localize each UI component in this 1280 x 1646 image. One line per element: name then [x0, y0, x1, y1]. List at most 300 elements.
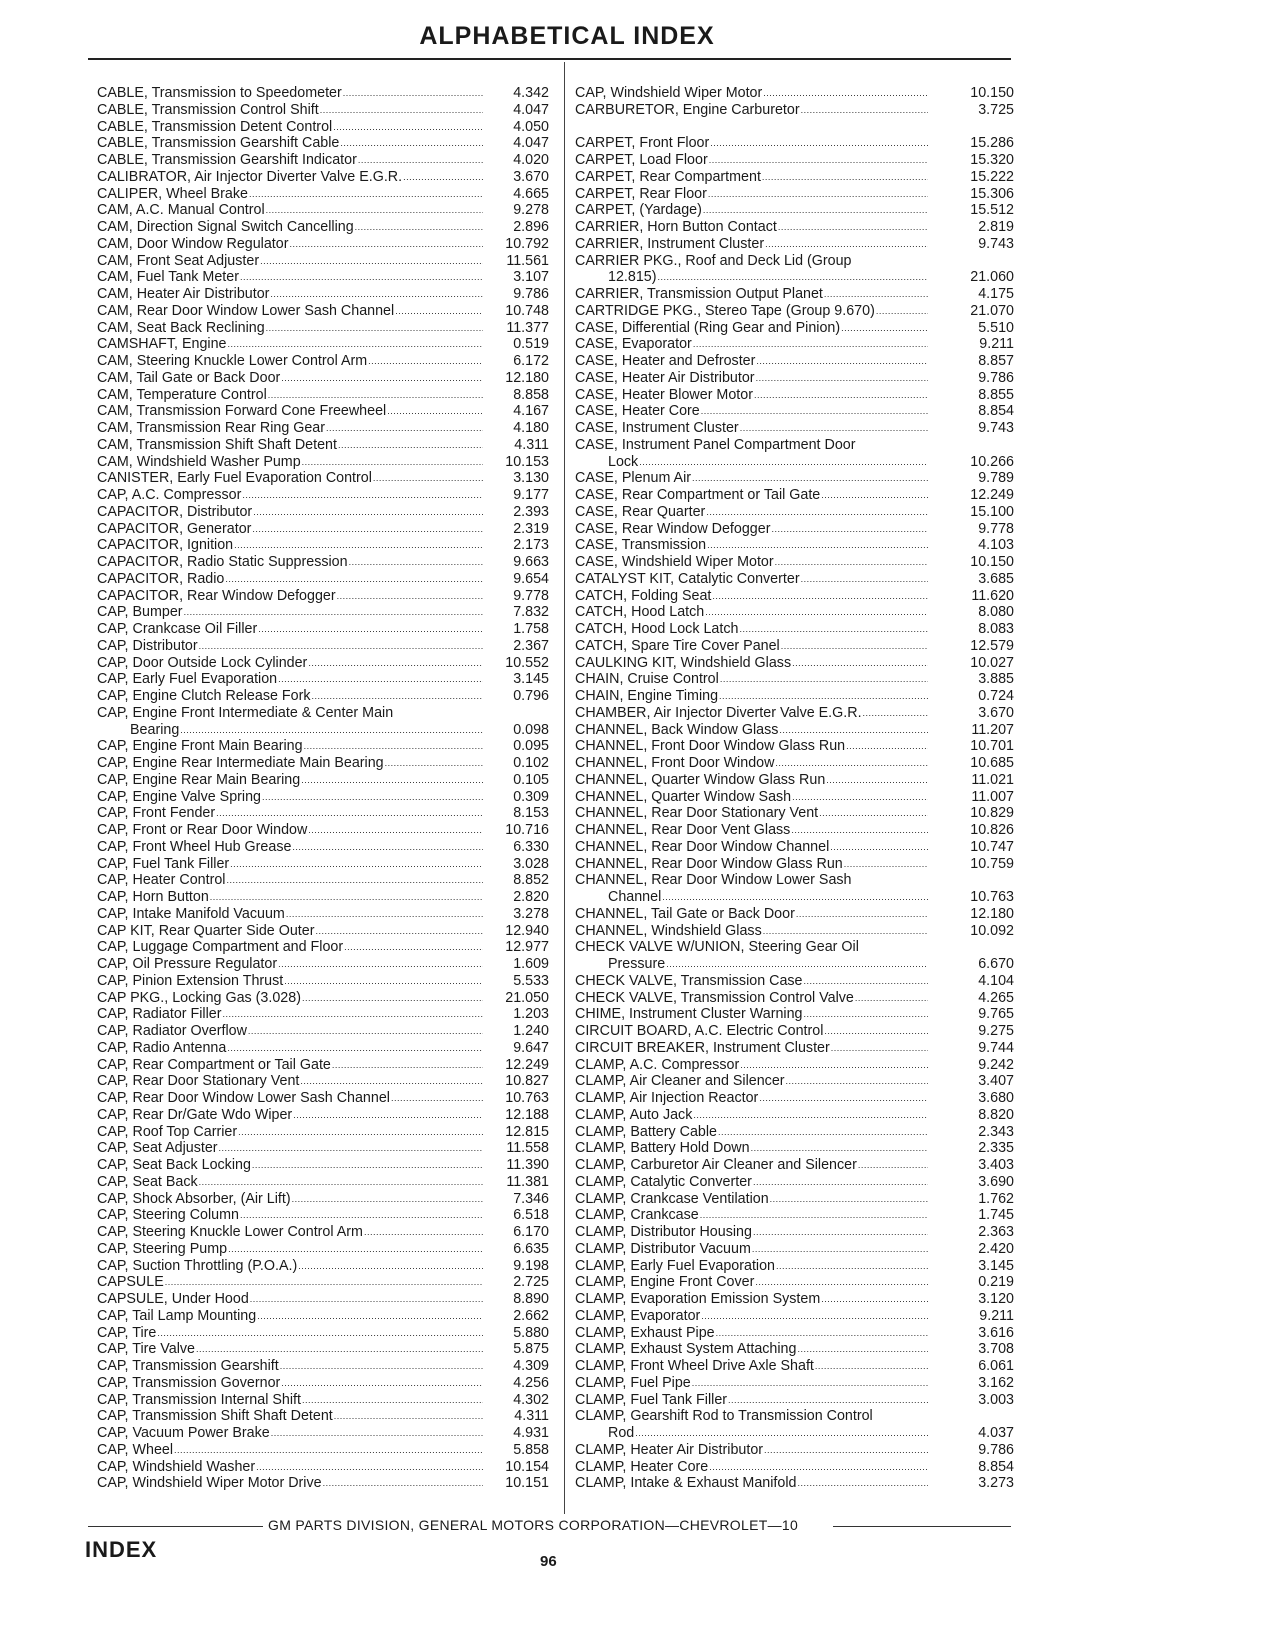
entry-group-number: 2.367	[513, 637, 549, 654]
index-entry	[97, 437, 549, 454]
entry-name: CAP, Fuel Tank Filler	[97, 855, 230, 872]
entry-group-number: 10.701	[970, 738, 1014, 755]
dot-leader	[241, 487, 483, 504]
entry-name: CAPACITOR, Ignition	[97, 537, 234, 554]
entry-group-number: 10.027	[970, 654, 1014, 671]
entry-name: CARTRIDGE PKG., Stereo Tape (Group 9.670)	[575, 302, 875, 319]
index-entry	[97, 956, 549, 973]
index-entry	[575, 1157, 1014, 1174]
entry-group-number: 4.665	[513, 185, 549, 202]
entry-group-number: 10.747	[970, 838, 1014, 855]
entry-group-number: 0.102	[513, 755, 549, 771]
page-title: ALPHABETICAL INDEX	[419, 22, 715, 50]
dot-leader	[691, 470, 928, 487]
index-entry	[575, 202, 1014, 219]
entry-name: CAP, Engine Clutch Release Fork	[97, 688, 311, 704]
index-entry	[575, 102, 1014, 119]
index-entry	[97, 1291, 549, 1308]
dot-leader	[265, 320, 483, 337]
dot-leader	[225, 872, 483, 889]
index-entry	[575, 839, 1014, 856]
dot-leader	[283, 973, 483, 990]
dot-leader	[758, 1090, 928, 1107]
entry-group-number: 8.153	[513, 805, 549, 822]
entry-group-number: 2.420	[978, 1240, 1014, 1257]
entry-name: CAP, Horn Button	[97, 889, 209, 905]
index-entry	[97, 202, 549, 219]
dot-leader	[252, 504, 483, 521]
dot-leader	[269, 286, 483, 303]
entry-name: CASE, Heater Air Distributor	[575, 369, 755, 386]
index-entry	[97, 1241, 549, 1258]
index-entry	[97, 219, 549, 236]
dot-leader	[657, 269, 929, 286]
dot-leader	[277, 956, 483, 973]
entry-name: CATALYST KIT, Catalytic Converter	[575, 570, 800, 587]
dot-leader	[227, 1241, 483, 1258]
dot-leader	[311, 688, 483, 705]
index-entry	[575, 1425, 1014, 1442]
index-entry	[97, 1023, 549, 1040]
entry-name: CLAMP, Battery Cable	[575, 1123, 717, 1140]
index-entry	[575, 1224, 1014, 1241]
dot-leader	[796, 1341, 928, 1358]
entry-group-number: 4.265	[978, 989, 1014, 1006]
entry-group-number: 9.211	[979, 336, 1014, 353]
entry-name: CAP, Rear Door Stationary Vent	[97, 1073, 300, 1090]
dot-leader	[280, 1375, 483, 1392]
index-entry	[97, 688, 549, 705]
dot-leader	[239, 269, 483, 286]
dot-leader	[715, 1325, 928, 1342]
entry-name: CLAMP, Front Wheel Drive Axle Shaft	[575, 1358, 814, 1374]
entry-name: CARBURETOR, Engine Carburetor	[575, 101, 800, 118]
entry-name: CARPET, Front Floor	[575, 135, 710, 152]
entry-name: CAP, Crankcase Oil Filler	[97, 621, 258, 637]
dot-leader	[221, 1006, 483, 1023]
entry-name: CARRIER, Horn Button Contact	[575, 219, 777, 235]
entry-name: CASE, Heater Blower Motor	[575, 386, 753, 403]
entry-name: CAP, Heater Control	[97, 872, 226, 889]
dot-leader	[270, 1425, 483, 1442]
entry-group-number: 5.858	[513, 1441, 549, 1458]
entry-name: CAP, Rear Dr/Gate Wdo Wiper	[97, 1106, 293, 1123]
dot-leader	[814, 1358, 928, 1375]
dot-leader	[875, 303, 928, 320]
index-entry	[97, 1157, 549, 1174]
entry-group-number: 15.512	[970, 202, 1014, 219]
entry-group-number: 9.198	[513, 1257, 549, 1274]
entry-group-number: 11.021	[971, 771, 1014, 788]
dot-leader	[301, 990, 483, 1007]
dot-leader	[750, 1140, 928, 1157]
dot-leader	[267, 387, 483, 404]
entry-group-number: 3.107	[513, 269, 549, 286]
index-entry	[97, 1341, 549, 1358]
index-entry	[97, 1174, 549, 1191]
entry-name: CIRCUIT BREAKER, Instrument Cluster	[575, 1039, 830, 1056]
entry-group-number: 12.815	[505, 1123, 549, 1140]
entry-name: CAM, Transmission Rear Ring Gear	[97, 420, 326, 436]
index-entry	[575, 521, 1014, 538]
entry-name: CLAMP, Exhaust Pipe	[575, 1324, 715, 1341]
index-entry	[575, 1174, 1014, 1191]
index-entry	[97, 638, 549, 655]
entry-name: CAM, Fuel Tank Meter	[97, 269, 239, 286]
index-entry	[575, 588, 1014, 605]
dot-leader	[337, 437, 483, 454]
entry-name: CASE, Plenum Air	[575, 470, 692, 487]
index-entry	[575, 722, 1014, 739]
dot-leader	[711, 588, 928, 605]
entry-group-number: 4.103	[978, 537, 1014, 554]
entry-group-number: 10.092	[970, 922, 1014, 939]
dot-leader	[791, 655, 928, 672]
entry-name: CAPACITOR, Rear Window Defogger	[97, 587, 336, 604]
entry-name: CAP, Roof Top Carrier	[97, 1123, 238, 1140]
index-entry	[97, 1124, 549, 1141]
dot-leader	[775, 1258, 928, 1275]
dot-leader	[314, 923, 483, 940]
entry-name: CAP, Early Fuel Evaporation	[97, 671, 278, 688]
entry-name: CASE, Heater and Defroster	[575, 353, 756, 369]
index-entry	[97, 1057, 549, 1074]
dot-leader	[394, 303, 483, 320]
entry-name: CHECK VALVE, Transmission Case	[575, 972, 803, 989]
index-entry	[575, 939, 1014, 956]
entry-name: CHANNEL, Rear Door Window Channel	[575, 838, 830, 855]
index-entry	[97, 1475, 549, 1492]
index-entry	[97, 269, 549, 286]
entry-group-number: 8.855	[978, 386, 1014, 403]
index-entry	[97, 320, 549, 337]
index-entry	[575, 336, 1014, 353]
entry-name: CASE, Rear Compartment or Tail Gate	[575, 487, 821, 503]
dot-leader	[325, 420, 483, 437]
dot-leader	[780, 638, 928, 655]
index-entry	[97, 671, 549, 688]
index-entry	[575, 370, 1014, 387]
entry-group-number: 7.346	[513, 1190, 549, 1207]
entry-group-number: 12.249	[970, 487, 1014, 503]
entry-name: CASE, Transmission	[575, 537, 707, 554]
entry-group-number: 3.885	[978, 671, 1014, 688]
index-entry	[97, 604, 549, 621]
dot-leader	[363, 1224, 483, 1241]
index-entry	[575, 1442, 1014, 1459]
index-entry	[97, 152, 549, 169]
dot-leader	[229, 856, 483, 873]
entry-group-number: 0.309	[513, 788, 549, 805]
index-entry	[97, 336, 549, 353]
entry-name: CHANNEL, Front Door Window	[575, 755, 775, 771]
entry-group-number: 6.170	[513, 1224, 549, 1240]
index-entry	[97, 571, 549, 588]
dot-leader	[183, 604, 483, 621]
dot-leader	[307, 822, 483, 839]
index-entry	[97, 705, 549, 722]
entry-name: CAP, Steering Knuckle Lower Control Arm	[97, 1224, 363, 1240]
dot-leader	[829, 839, 928, 856]
entry-group-number: 1.745	[978, 1207, 1014, 1224]
entry-name: CAP, Steering Pump	[97, 1240, 228, 1257]
dot-leader	[727, 1392, 928, 1409]
entry-name: CAP, Steering Column	[97, 1207, 239, 1224]
entry-group-number: 10.763	[505, 1090, 549, 1106]
dot-leader	[738, 621, 928, 638]
index-entry	[97, 353, 549, 370]
entry-name: CAP, Front Wheel Hub Grease	[97, 838, 292, 855]
entry-name: CAP, Engine Rear Intermediate Main Bearing	[97, 755, 384, 771]
entry-group-number: 8.083	[978, 621, 1014, 637]
entry-group-number: 12.940	[505, 922, 549, 939]
dot-leader	[818, 805, 928, 822]
entry-group-number: 10.685	[970, 755, 1014, 771]
entry-name: CLAMP, Catalytic Converter	[575, 1173, 752, 1190]
entry-group-number: 6.518	[513, 1207, 549, 1224]
dot-leader	[843, 856, 928, 873]
entry-group-number: 9.765	[978, 1006, 1014, 1023]
index-entry	[97, 889, 549, 906]
entry-name: Channel	[608, 889, 662, 905]
index-entry	[97, 1325, 549, 1342]
entry-name: CAP, Shock Absorber, (Air Lift)	[97, 1190, 291, 1207]
index-entry	[97, 1224, 549, 1241]
index-entry	[575, 1073, 1014, 1090]
entry-name: CHANNEL, Back Window Glass	[575, 721, 779, 738]
index-entry	[575, 1207, 1014, 1224]
entry-name: CAM, Heater Air Distributor	[97, 286, 270, 302]
entry-group-number: 9.275	[978, 1023, 1014, 1039]
entry-name: CARPET, Rear Floor	[575, 185, 707, 202]
index-entry	[575, 504, 1014, 521]
index-entry	[575, 1124, 1014, 1141]
dot-leader	[218, 1140, 483, 1157]
index-entry	[575, 822, 1014, 839]
entry-group-number: 10.792	[505, 235, 549, 252]
entry-group-number: 2.173	[513, 537, 549, 554]
entry-name: CAP, Tail Lamp Mounting	[97, 1307, 257, 1324]
entry-group-number: 10.151	[505, 1475, 549, 1492]
entry-group-number: 9.654	[513, 570, 549, 587]
index-entry	[97, 1073, 549, 1090]
dot-leader	[820, 1291, 928, 1308]
index-entry	[97, 939, 549, 956]
index-entry	[97, 755, 549, 772]
entry-name: CASE, Differential (Ring Gear and Pinion)	[575, 319, 841, 336]
dot-leader	[699, 1207, 928, 1224]
dot-leader	[795, 906, 928, 923]
entry-name: CLAMP, Intake & Exhaust Manifold	[575, 1475, 797, 1492]
dot-leader	[303, 738, 483, 755]
entry-group-number: 3.145	[513, 671, 549, 688]
dot-leader	[739, 420, 928, 437]
index-entry	[97, 554, 549, 571]
dot-leader	[778, 722, 928, 739]
entry-name: CABLE, Transmission to Speedometer	[97, 85, 342, 101]
entry-name: CLAMP, A.C. Compressor	[575, 1056, 740, 1073]
index-entry	[97, 236, 549, 253]
index-entry	[97, 387, 549, 404]
entry-name: Rod	[608, 1425, 635, 1441]
dot-leader	[754, 1274, 928, 1291]
dot-leader	[386, 403, 483, 420]
entry-name: CAMSHAFT, Engine	[97, 336, 227, 353]
entry-name: CLAMP, Engine Front Cover	[575, 1274, 755, 1291]
entry-name: CAP, Vacuum Power Brake	[97, 1425, 270, 1441]
entry-group-number: 4.050	[513, 118, 549, 135]
entry-name: CAP, Engine Front Main Bearing	[97, 738, 303, 755]
dot-leader	[634, 1425, 928, 1442]
index-entry	[575, 1191, 1014, 1208]
dot-leader	[342, 85, 483, 102]
index-entry	[97, 370, 549, 387]
entry-name: CAP, Wheel	[97, 1441, 174, 1458]
entry-group-number: 9.278	[513, 202, 549, 219]
entry-name: CAP, Windshield Wiper Motor Drive	[97, 1475, 322, 1492]
right-index-column	[575, 85, 1014, 1492]
header-rule	[88, 58, 1011, 60]
entry-name: CAP, Rear Door Window Lower Sash Channel	[97, 1090, 390, 1106]
entry-group-number: 0.219	[978, 1274, 1014, 1291]
index-entry	[97, 1040, 549, 1057]
dot-leader	[845, 738, 928, 755]
entry-name: CAP, A.C. Compressor	[97, 487, 242, 503]
entry-group-number: 15.100	[970, 503, 1014, 520]
index-entry	[575, 169, 1014, 186]
index-entry	[97, 722, 549, 739]
dot-leader	[384, 755, 483, 772]
dot-leader	[823, 1023, 928, 1040]
entry-name: CABLE, Transmission Control Shift	[97, 101, 319, 118]
dot-leader	[367, 353, 483, 370]
dot-leader	[692, 1107, 928, 1124]
entry-name: Pressure	[608, 956, 666, 972]
entry-name: CAM, Steering Knuckle Lower Control Arm	[97, 353, 368, 369]
entry-name: CAP KIT, Rear Quarter Side Outer	[97, 922, 315, 939]
index-entry	[97, 504, 549, 521]
dot-leader	[702, 202, 928, 219]
entry-group-number: 3.162	[978, 1374, 1014, 1391]
dot-leader	[708, 152, 928, 169]
index-entry	[575, 135, 1014, 152]
entry-name: CARRIER PKG., Roof and Deck Lid (Group	[575, 252, 852, 269]
entry-name: CAP, Rear Compartment or Tail Gate	[97, 1056, 331, 1073]
index-entry	[575, 1258, 1014, 1275]
dot-leader	[299, 1073, 483, 1090]
entry-name: CAM, Windshield Washer Pump	[97, 453, 301, 470]
dot-leader	[247, 1023, 483, 1040]
entry-name: 12.815)	[608, 269, 657, 286]
entry-name: CASE, Instrument Panel Compartment Door	[575, 436, 856, 453]
entry-group-number: 3.685	[978, 570, 1014, 587]
entry-group-number: 11.207	[971, 721, 1014, 738]
entry-name: CAP, Radiator Overflow	[97, 1023, 247, 1039]
entry-group-number: 11.381	[506, 1173, 549, 1190]
index-entry	[575, 387, 1014, 404]
dot-leader	[339, 135, 483, 152]
dot-leader	[301, 1392, 483, 1409]
index-entry	[97, 1140, 549, 1157]
dot-leader	[708, 1459, 928, 1476]
entry-group-number: 12.579	[970, 637, 1014, 654]
entry-group-number: 4.167	[513, 403, 549, 420]
entry-name: CAP, Transmission Gearshift	[97, 1358, 279, 1374]
dot-leader	[332, 119, 483, 136]
entry-name: CHECK VALVE W/UNION, Steering Gear Oil	[575, 939, 859, 956]
entry-group-number: 10.748	[505, 302, 549, 319]
entry-group-number: 3.670	[978, 704, 1014, 721]
entry-group-number: 9.778	[513, 587, 549, 604]
index-entry	[575, 85, 1014, 102]
index-entry	[575, 956, 1014, 973]
entry-group-number: 3.145	[978, 1257, 1014, 1274]
entry-group-number: 2.896	[513, 219, 549, 235]
dot-leader	[291, 839, 483, 856]
entry-group-number: 8.857	[978, 353, 1014, 369]
dot-leader	[195, 1341, 483, 1358]
entry-name: CHAMBER, Air Injector Diverter Valve E.G.R.	[575, 704, 862, 721]
dot-leader	[762, 923, 928, 940]
entry-group-number: 2.820	[513, 889, 549, 905]
entry-group-number: 10.826	[970, 822, 1014, 838]
entry-group-number: 1.758	[513, 621, 549, 637]
entry-name: CABLE, Transmission Gearshift Indicator	[97, 152, 357, 168]
entry-name: CAP, Luggage Compartment and Floor	[97, 939, 344, 956]
entry-group-number: 1.240	[513, 1023, 549, 1039]
entry-group-number: 5.533	[513, 972, 549, 989]
dot-leader	[774, 755, 928, 772]
entry-group-number: 9.778	[978, 520, 1014, 537]
dot-leader	[279, 1358, 483, 1375]
entry-name: CARPET, Rear Compartment	[575, 168, 761, 185]
index-entry	[97, 588, 549, 605]
index-entry	[97, 119, 549, 136]
index-entry	[97, 655, 549, 672]
index-entry	[575, 403, 1014, 420]
page-number: 96	[540, 1553, 557, 1570]
entry-group-number: 5.510	[978, 319, 1014, 336]
entry-group-number: 3.670	[513, 168, 549, 185]
index-entry	[575, 1107, 1014, 1124]
dot-leader	[156, 1325, 483, 1342]
entry-group-number: 4.047	[513, 101, 549, 118]
entry-name: CAM, Seat Back Reclining	[97, 319, 265, 336]
entry-group-number: 3.407	[978, 1073, 1014, 1090]
entry-name: CLAMP, Heater Core	[575, 1458, 709, 1475]
entry-name: CHANNEL, Tail Gate or Back Door	[575, 905, 795, 922]
entry-group-number: 4.104	[978, 972, 1014, 989]
entry-group-number: 8.890	[513, 1291, 549, 1307]
index-entry	[575, 889, 1014, 906]
dot-leader	[706, 537, 928, 554]
entry-group-number: 5.880	[513, 1324, 549, 1341]
entry-name: CIRCUIT BOARD, A.C. Electric Control	[575, 1023, 824, 1039]
dot-leader	[257, 621, 483, 638]
entry-name: CAPACITOR, Generator	[97, 520, 252, 537]
footer-publisher-text: GM PARTS DIVISION, GENERAL MOTORS CORPORATION—CHEVROLET—10	[268, 1517, 799, 1533]
entry-group-number: 2.343	[978, 1123, 1014, 1140]
entry-group-number: 4.311	[514, 436, 549, 453]
index-entry	[575, 1291, 1014, 1308]
index-entry	[97, 1442, 549, 1459]
entry-name: CLAMP, Evaporation Emission System	[575, 1291, 821, 1307]
entry-group-number: 0.105	[513, 771, 549, 788]
entry-group-number: 3.003	[978, 1391, 1014, 1408]
index-entry	[97, 169, 549, 186]
entry-name: CALIPER, Wheel Brake	[97, 185, 248, 202]
entry-name: CARRIER, Transmission Output Planet	[575, 286, 823, 302]
